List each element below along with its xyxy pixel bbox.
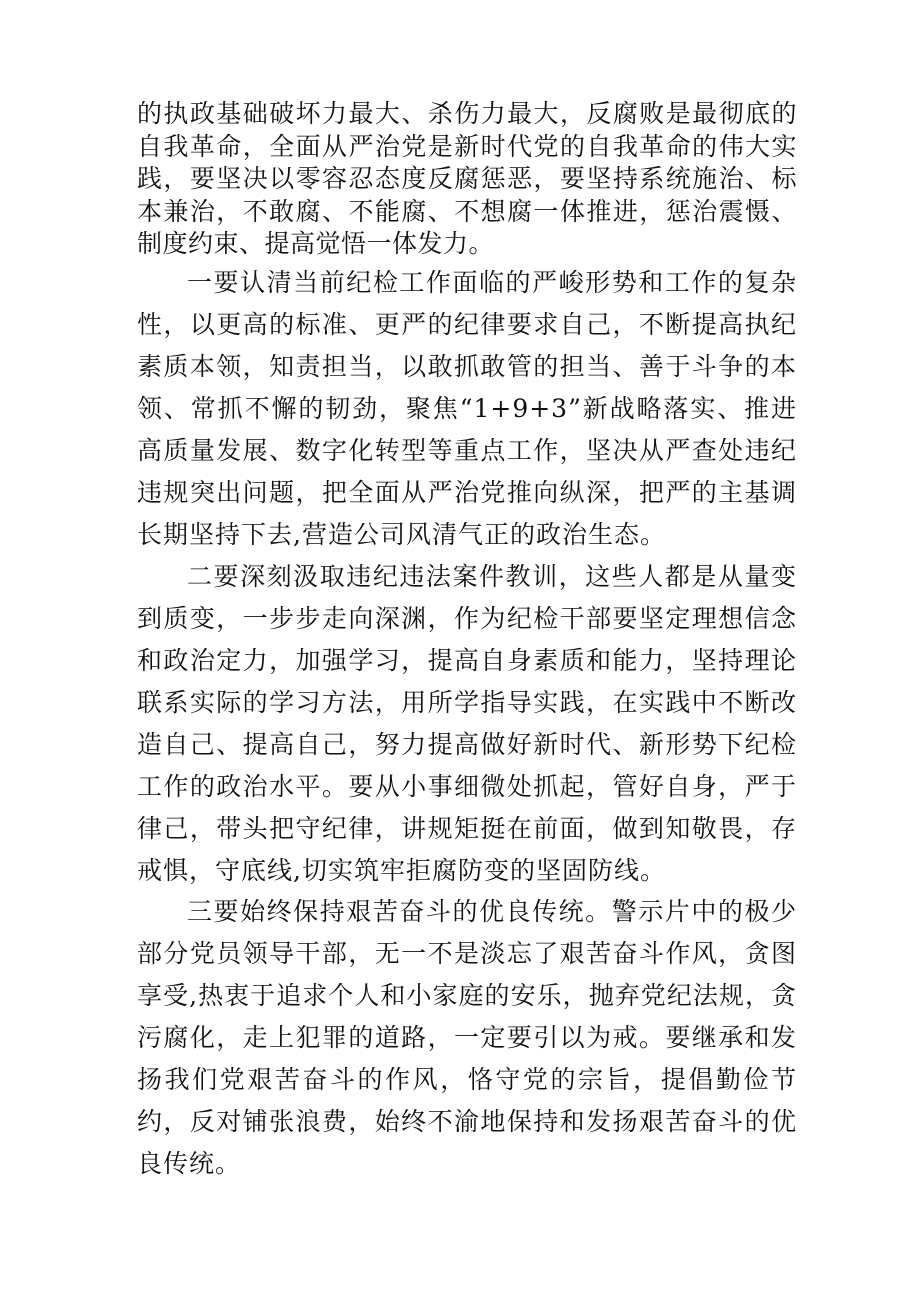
paragraph-point-one: 一要认清当前纪检工作面临的严峻形势和工作的复杂性，以更高的标准、更严的纪律要求自己，不断提高执纪素质本领，知责担当，以敢抓敢管的担当、善于斗争的本领、常抓不懈的韧劲，聚焦“1+9+3”新战略落实、推进高质量发展、数字化转型等重点工作，坚决从严查处违纪违规突出问题，把全面从严治党推向纵深，把严的主基调长期坚持下去,营造公司风清气正的政治生态。	[137, 268, 797, 549]
document-page	[137, 0, 797, 1301]
paragraph-point-two: 二要深刻汲取违纪违法案件教训，这些人都是从量变到质变，一步步走向深渊，作为纪检干部要坚定理想信念和政治定力，加强学习，提高自身素质和能力，坚持理论联系实际的学习方法，用所学指导实践，在实践中不断改造自己、提高自己，努力提高做好新时代、新形势下纪检工作的政治水平。要从小事细微处抓起，管好自身，严于律己，带头把守纪律，讲规矩挺在前面，做到知敬畏，存戒惧，守底线,切实筑牢拒腐防变的坚固防线。	[137, 562, 797, 885]
paragraph-point-three: 三要始终保持艰苦奋斗的优良传统。警示片中的极少部分党员领导干部，无一不是淡忘了艰苦奋斗作风，贪图享受,热衷于追求个人和小家庭的安乐，抛弃党纪法规，贪污腐化，走上犯罪的道路，一定要引以为戒。要继承和发扬我们党艰苦奋斗的作风，恪守党的宗旨，提倡勤俭节约，反对铺张浪费，始终不渝地保持和发扬艰苦奋斗的优良传统。	[137, 897, 797, 1178]
paragraph-continuation: 的执政基础破坏力最大、杀伤力最大，反腐败是最彻底的自我革命，全面从严治党是新时代党的自我革命的伟大实践，要坚决以零容忍态度反腐惩恶，要坚持系统施治、标本兼治，不敢腐、不能腐、不想腐一体推进，惩治震慑、制度约束、提高觉悟一体发力。	[137, 99, 797, 258]
